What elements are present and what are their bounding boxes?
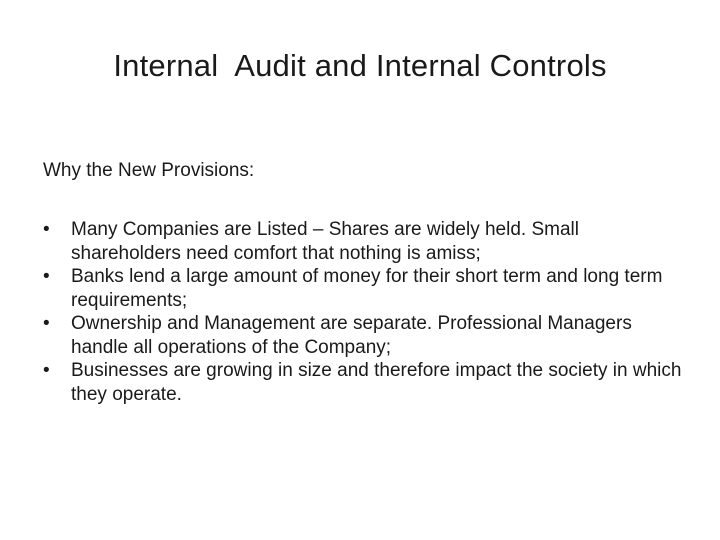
- bullet-text: Ownership and Management are separate. Professional Managers handle all operations of the Company;: [71, 313, 632, 358]
- bullet-item: [43, 312, 693, 359]
- bullet-dot-icon: •: [43, 313, 50, 334]
- bullet-dot-icon: •: [43, 360, 50, 381]
- slide-subheading: Why the New Provisions:: [43, 160, 255, 181]
- bullet-item: [43, 359, 693, 406]
- bullet-text: Banks lend a large amount of money for their short term and long term requirements;: [71, 266, 663, 311]
- bullet-dot-icon: •: [43, 219, 50, 240]
- bullet-item: [43, 218, 693, 265]
- bullet-text: Many Companies are Listed – Shares are widely held. Small shareholders need comfort that nothing is amiss;: [71, 219, 579, 264]
- bullet-text: Businesses are growing in size and therefore impact the society in which they operate.: [71, 360, 682, 405]
- bullet-list: [43, 218, 693, 406]
- bullet-dot-icon: •: [43, 266, 50, 287]
- slide-title: Internal Audit and Internal Controls: [113, 48, 607, 83]
- bullet-item: [43, 265, 693, 312]
